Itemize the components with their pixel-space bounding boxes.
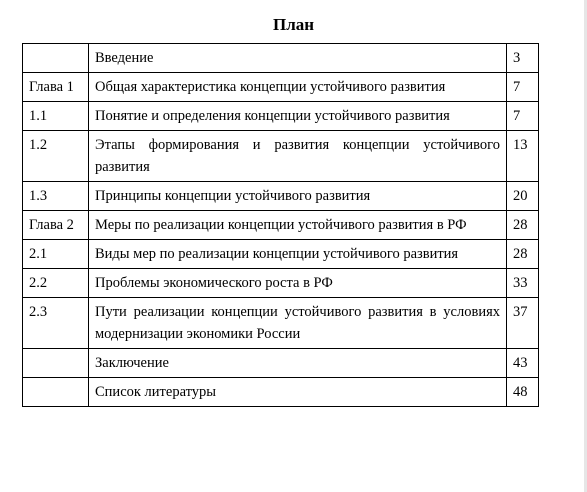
section-number [23,349,89,378]
page-number: 43 [507,349,539,378]
table-row [23,182,539,211]
section-number: Глава 2 [23,211,89,240]
page-number: 7 [507,73,539,102]
table-row [23,131,539,182]
table-row [23,240,539,269]
page-number: 37 [507,298,539,349]
section-number: 1.3 [23,182,89,211]
section-number: 2.3 [23,298,89,349]
section-title: Список литературы [89,378,507,407]
section-number: 2.1 [23,240,89,269]
section-title: Понятие и определения концепции устойчивого развития [89,102,507,131]
section-title: Введение [89,44,507,73]
page-number: 13 [507,131,539,182]
table-row [23,378,539,407]
page-number: 28 [507,240,539,269]
section-title: Пути реализации концепции устойчивого развития в условиях модернизации экономики России [89,298,507,349]
section-number [23,378,89,407]
table-of-contents [22,43,539,407]
page-number: 20 [507,182,539,211]
page-number: 7 [507,102,539,131]
table-row [23,102,539,131]
page-title: План [272,15,315,34]
section-number: 1.2 [23,131,89,182]
section-title: Заключение [89,349,507,378]
table-row [23,269,539,298]
table-row [23,298,539,349]
section-title: Этапы формирования и развития концепции устойчивого развития [89,131,507,182]
page-number: 28 [507,211,539,240]
section-title: Виды мер по реализации концепции устойчивого развития [89,240,507,269]
section-title: Принципы концепции устойчивого развития [89,182,507,211]
section-number: 2.2 [23,269,89,298]
table-row [23,211,539,240]
page-number: 33 [507,269,539,298]
section-title: Проблемы экономического роста в РФ [89,269,507,298]
page-number: 48 [507,378,539,407]
section-number: Глава 1 [23,73,89,102]
section-title: Меры по реализации концепции устойчивого развития в РФ [89,211,507,240]
page-number: 3 [507,44,539,73]
section-number: 1.1 [23,102,89,131]
table-row [23,44,539,73]
section-title: Общая характеристика концепции устойчивого развития [89,73,507,102]
section-number [23,44,89,73]
table-row [23,73,539,102]
table-row [23,349,539,378]
